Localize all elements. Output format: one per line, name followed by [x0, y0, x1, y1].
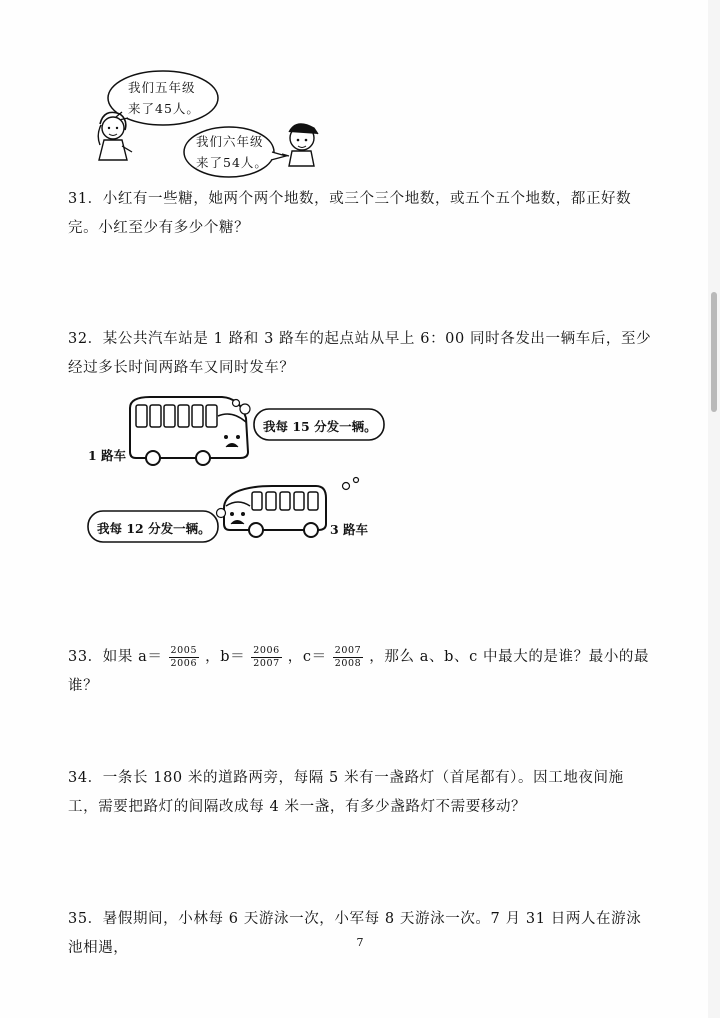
question-31: 31．小红有一些糖，她两个两个地数，或三个三个地数，或五个五个地数，都正好数完。小红至少有多少个糖？ [68, 191, 632, 236]
bus-1-speech: 我每 15 分发一辆。 [263, 419, 377, 434]
fraction-a-numerator: 2005 [170, 644, 198, 656]
question-35: 35．暑假期间，小林每 6 天游泳一次，小军每 8 天游泳一次。7 月 31 日两人在游泳池相遇， [68, 911, 642, 956]
q33-prefix: 33．如果 a＝ [68, 649, 163, 665]
fraction-c-denominator: 2008 [334, 657, 362, 669]
q33-suffix: ，那么 a、b、c 中最大的是谁？最小的最谁？ [68, 649, 650, 694]
bus-3-label: 3 路车 [330, 522, 369, 537]
fraction-a-denominator: 2006 [170, 657, 198, 669]
fraction-c-numerator: 2007 [334, 644, 362, 656]
scrollbar-track[interactable] [708, 0, 720, 1018]
page-number: 7 [356, 936, 364, 949]
fraction-b-numerator: 2006 [253, 644, 280, 656]
bubble-grade6-line2: 来了54人。 [196, 155, 268, 170]
scrollbar-thumb[interactable] [711, 292, 717, 412]
bubble-grade5-line2: 来了45人。 [128, 101, 200, 116]
question-32: 32．某公共汽车站是 1 路和 3 路车的起点站从早上 6：00 同时各发出一辆车后，至少经过多长时间两路车又同时发车？ [68, 331, 652, 376]
fraction-c [333, 645, 364, 670]
question-33 [68, 643, 652, 701]
q33-sep-b: ，b＝ [205, 649, 246, 665]
fraction-b-denominator: 2007 [253, 657, 280, 669]
bubble-grade5-line1: 我们五年级 [128, 80, 196, 95]
bubble-grade6-line1: 我们六年级 [196, 134, 264, 149]
bus-1-label: 1 路车 [88, 448, 127, 463]
bus-3-speech: 我每 12 分发一辆。 [97, 521, 211, 536]
fraction-a [169, 645, 200, 670]
fraction-b [251, 645, 282, 670]
question-34: 34．一条长 180 米的道路两旁，每隔 5 米有一盏路灯（首尾都有）。因工地夜间施工，需要把路灯的间隔改成每 4 米一盏，有多少盏路灯不需要移动？ [68, 770, 624, 815]
q33-sep-c: ，c＝ [287, 649, 327, 665]
